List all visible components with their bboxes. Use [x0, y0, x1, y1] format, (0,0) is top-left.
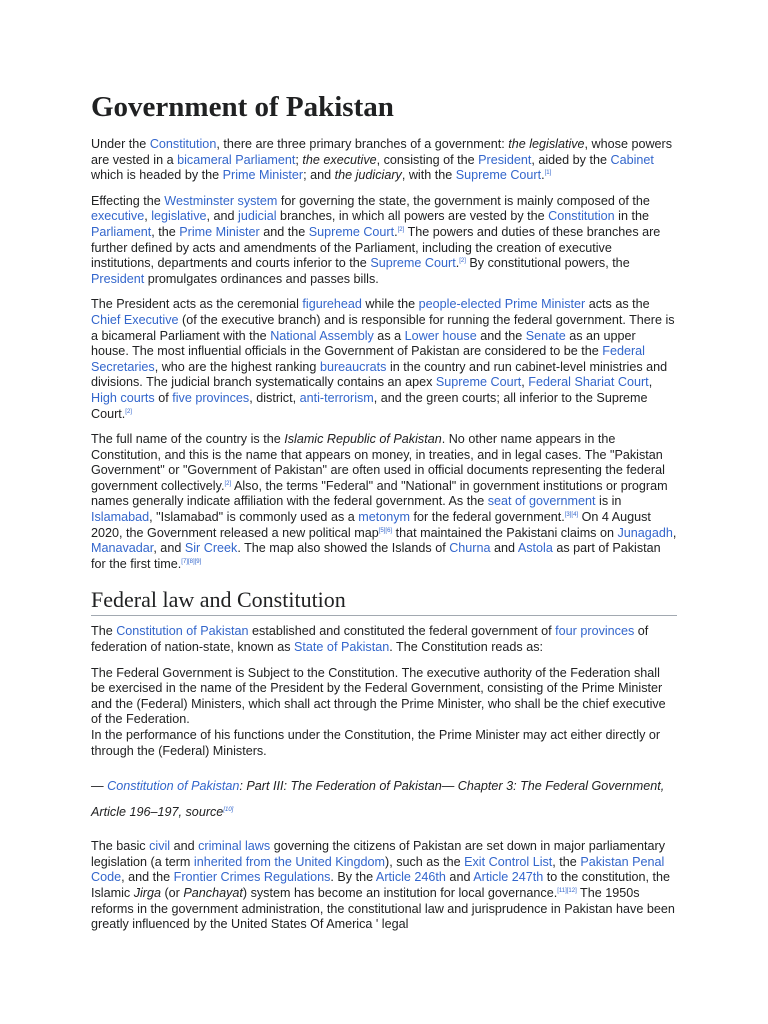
reference-link[interactable]: [5][6]: [378, 527, 393, 534]
text: promulgates ordinances and passes bills.: [144, 271, 379, 286]
reference-link[interactable]: [10]: [223, 807, 234, 813]
text: By constitutional powers, the: [465, 256, 630, 271]
text: acts as the: [585, 297, 650, 312]
text: that maintained the Pakistani claims on: [392, 525, 618, 540]
quote-citation: [91, 773, 677, 825]
reference-link[interactable]: [3][4]: [564, 511, 579, 518]
text: —: [91, 779, 108, 794]
blockquote: [91, 666, 677, 760]
paragraph-full-name: [91, 432, 677, 572]
link-president[interactable]: President: [91, 271, 145, 286]
text: and: [170, 839, 199, 854]
link-lower-house[interactable]: Lower house: [404, 328, 477, 343]
text: , with the: [401, 168, 456, 183]
text: ,: [672, 525, 677, 540]
link-astola[interactable]: Astola: [517, 541, 553, 556]
text: and the: [476, 328, 526, 343]
text: ,: [144, 209, 152, 224]
text: Effecting the: [91, 193, 165, 208]
quote-text: In the performance of his functions under the Constitution, the Prime Minister may act either directly or through the (Federal) Ministers.: [91, 728, 661, 758]
text: as part of Pakistan for the first time.: [91, 541, 661, 571]
text: , aided by the: [531, 152, 611, 167]
text: .: [394, 224, 398, 239]
link-high-courts[interactable]: High courts: [91, 390, 155, 405]
link-legislative[interactable]: legislative: [151, 209, 207, 224]
reference-link[interactable]: [2]: [459, 257, 466, 264]
italic-text: Panchayat: [183, 885, 243, 900]
link-constitution[interactable]: Constitution: [548, 209, 615, 224]
quote-text: The Federal Government is Subject to the Constitution. The executive authority of the Federation shall be exercised in the name of the President by the Federal Government, consisting of the Prime Minister and the (Federal) Ministers, which shall act through the Prime Minister, who shall be the chief executive of the Federation.: [91, 665, 666, 727]
link-article-246th[interactable]: Article 246th: [375, 870, 446, 885]
link-figurehead[interactable]: figurehead: [302, 297, 362, 312]
text: which is headed by the: [91, 168, 223, 183]
reference-link[interactable]: [1]: [544, 170, 552, 176]
link-constitution-of-pakistan[interactable]: Constitution of Pakistan: [107, 779, 240, 794]
link-national-assembly[interactable]: National Assembly: [270, 328, 374, 343]
paragraph-westminster: [91, 194, 677, 288]
text: governing the citizens of Pakistan are set down in major parliamentary legislation (a term: [91, 839, 666, 869]
link-metonym[interactable]: metonym: [358, 510, 411, 525]
reference-link[interactable]: [2]: [397, 226, 405, 233]
link-parliament[interactable]: Parliament: [91, 224, 152, 239]
text: of: [154, 390, 173, 405]
text: , consisting of the: [376, 152, 479, 167]
text: The President acts as the ceremonial: [91, 297, 303, 312]
link-state-of-pakistan[interactable]: State of Pakistan: [294, 640, 390, 655]
text: and the: [259, 224, 309, 239]
link-inherited-from-uk[interactable]: inherited from the United Kingdom: [193, 854, 385, 869]
text: is in: [595, 494, 622, 509]
link-constitution-of-pakistan[interactable]: Constitution of Pakistan: [116, 624, 249, 639]
link-manavadar[interactable]: Manavadar: [91, 541, 154, 556]
text: The powers and duties of these branches are further defined by acts and amendments of the Parliament, including the creation of executive institutions, departments and courts inferior to the: [91, 224, 661, 271]
article-body: [91, 137, 677, 943]
link-supreme-court[interactable]: Supreme Court: [455, 168, 542, 183]
text: of federation of nation-state, known as: [91, 624, 649, 655]
link-exit-control-list[interactable]: Exit Control List: [464, 854, 553, 869]
paragraph-branches: [91, 137, 677, 184]
paragraph-constitution: [91, 624, 677, 655]
text: as an upper house. The most influential officials in the Government of Pakistan are considered to be the: [91, 328, 636, 359]
text: , who are the highest ranking: [154, 359, 320, 374]
text: as a: [373, 328, 405, 343]
link-supreme-court[interactable]: Supreme Court: [435, 375, 522, 390]
link-cabinet[interactable]: Cabinet: [610, 152, 654, 167]
text: ,: [521, 375, 529, 390]
text: (of the executive branch) and is responsible for running the federal government. There is a bicameral Parliament with the: [91, 312, 675, 343]
text: in the country and run cabinet-level ministries and divisions. The judicial branch systematically contains an apex: [91, 359, 668, 390]
link-senate[interactable]: Senate: [525, 328, 566, 343]
text: : Part III: The Federation of Pakistan— Chapter 3: The Federal Government, Article 196–197, source: [91, 779, 665, 820]
reference-link[interactable]: [7][8][9]: [181, 558, 202, 565]
link-prime-minister[interactable]: Prime Minister: [179, 224, 260, 239]
paragraph-laws: [91, 839, 677, 933]
text: , and: [153, 541, 185, 556]
text: and: [490, 541, 518, 556]
link-executive[interactable]: executive: [91, 209, 145, 224]
text: The basic: [91, 839, 150, 854]
link-criminal-laws[interactable]: criminal laws: [198, 839, 271, 854]
text: ) system has become an institution for local governance.: [242, 885, 558, 900]
text: Also, the terms "Federal" and "National" in government institutions or program names generally indicate affiliation with the federal government. As the: [91, 478, 668, 509]
text: , the: [151, 224, 180, 239]
text: , whose powers are vested in a: [91, 137, 673, 167]
link-supreme-court[interactable]: Supreme Court: [370, 256, 456, 271]
link-chief-executive[interactable]: Chief Executive: [91, 312, 179, 327]
text: ), such as the: [385, 854, 465, 869]
text: The full name of the country is the: [91, 432, 285, 447]
text: branches, in which all powers are vested by the: [276, 209, 549, 224]
text: , there are three primary branches of a government:: [216, 137, 509, 151]
link-seat-of-government[interactable]: seat of government: [487, 494, 596, 509]
link-supreme-court[interactable]: Supreme Court: [308, 224, 395, 239]
page-title: Government of Pakistan: [91, 91, 394, 123]
link-prime-minister[interactable]: Prime Minister: [222, 168, 304, 183]
italic-text: the executive: [302, 152, 377, 167]
link-president[interactable]: President: [478, 152, 532, 167]
text: , and the: [121, 870, 174, 885]
italic-text: Islamic Republic of Pakistan: [284, 432, 442, 447]
text: established and constituted the federal government of: [248, 624, 556, 639]
text: The: [91, 624, 117, 639]
text: .: [455, 256, 460, 271]
link-pakistan-penal-code[interactable]: Pakistan Penal Code: [91, 854, 665, 885]
link-civil[interactable]: civil: [149, 839, 171, 854]
text: for the federal government.: [410, 510, 565, 525]
link-four-provinces[interactable]: four provinces: [555, 624, 635, 639]
section-heading-federal-law: Federal law and Constitution: [91, 586, 677, 616]
text: . By the: [330, 870, 376, 885]
link-anti-terrorism[interactable]: anti-terrorism: [299, 390, 374, 405]
paragraph-president-role: [91, 297, 677, 422]
text: The 1950s reforms in the government administration, the constitutional law and jurisprudence in Pakistan have been greatly influenced by the United States Of America ' legal: [91, 885, 675, 932]
link-five-provinces[interactable]: five provinces: [172, 390, 250, 405]
text: in the: [614, 209, 649, 224]
link-federal-shariat-court[interactable]: Federal Shariat Court: [528, 375, 649, 390]
text: (or: [160, 885, 184, 900]
link-westminster-system[interactable]: Westminster system: [164, 193, 278, 208]
link-people-elected-prime-minister[interactable]: people-elected Prime Minister: [418, 297, 586, 312]
italic-text: Jirga: [133, 885, 161, 900]
link-bicameral-parliament[interactable]: bicameral Parliament: [177, 152, 296, 167]
link-article-247th[interactable]: Article 247th: [473, 870, 544, 885]
link-frontier-crimes-regulations[interactable]: Frontier Crimes Regulations: [173, 870, 331, 885]
text: to the constitution, the Islamic: [91, 870, 670, 900]
link-sir-creek[interactable]: Sir Creek: [184, 541, 238, 556]
text: .: [541, 168, 545, 183]
text: , and: [206, 209, 239, 224]
reference-link[interactable]: [11][12]: [557, 887, 577, 894]
italic-text: the judiciary: [334, 168, 402, 183]
text: Under the: [91, 137, 150, 151]
link-federal-secretaries[interactable]: Federal Secretaries: [91, 344, 645, 374]
text: , and the green courts; all inferior to the Supreme Court.: [91, 390, 648, 421]
text: ; and: [303, 168, 335, 183]
text: and: [445, 870, 474, 885]
reference-link[interactable]: [2]: [224, 480, 232, 487]
italic-text: the legislative: [508, 137, 585, 151]
text: while the: [361, 297, 419, 312]
text: for governing the state, the government is mainly composed of the: [277, 193, 650, 208]
text: On 4 August 2020, the Government released a new political map: [91, 510, 651, 540]
text: , "Islamabad" is commonly used as a: [149, 510, 359, 525]
link-islamabad[interactable]: Islamabad: [91, 510, 150, 525]
link-churna[interactable]: Churna: [449, 541, 491, 556]
text: , the: [552, 854, 581, 869]
text: ,: [648, 375, 653, 390]
text: , district,: [249, 390, 300, 405]
link-judicial[interactable]: judicial: [238, 209, 277, 224]
link-junagadh[interactable]: Junagadh: [617, 525, 673, 540]
link-constitution[interactable]: Constitution: [149, 137, 217, 151]
reference-link[interactable]: [2]: [125, 408, 132, 415]
text: . No other name appears in the Constitution, and this is the name that appears on money, in treaties, and in legal cases. The "Pakistan Government" or "Government of Pakistan" are often used in official documents representing the federal government collectively.: [91, 432, 665, 493]
text: . The map also showed the Islands of: [237, 541, 450, 556]
text: ;: [295, 152, 303, 167]
text: . The Constitution reads as:: [389, 640, 544, 655]
link-bureaucrats[interactable]: bureaucrats: [319, 359, 387, 374]
